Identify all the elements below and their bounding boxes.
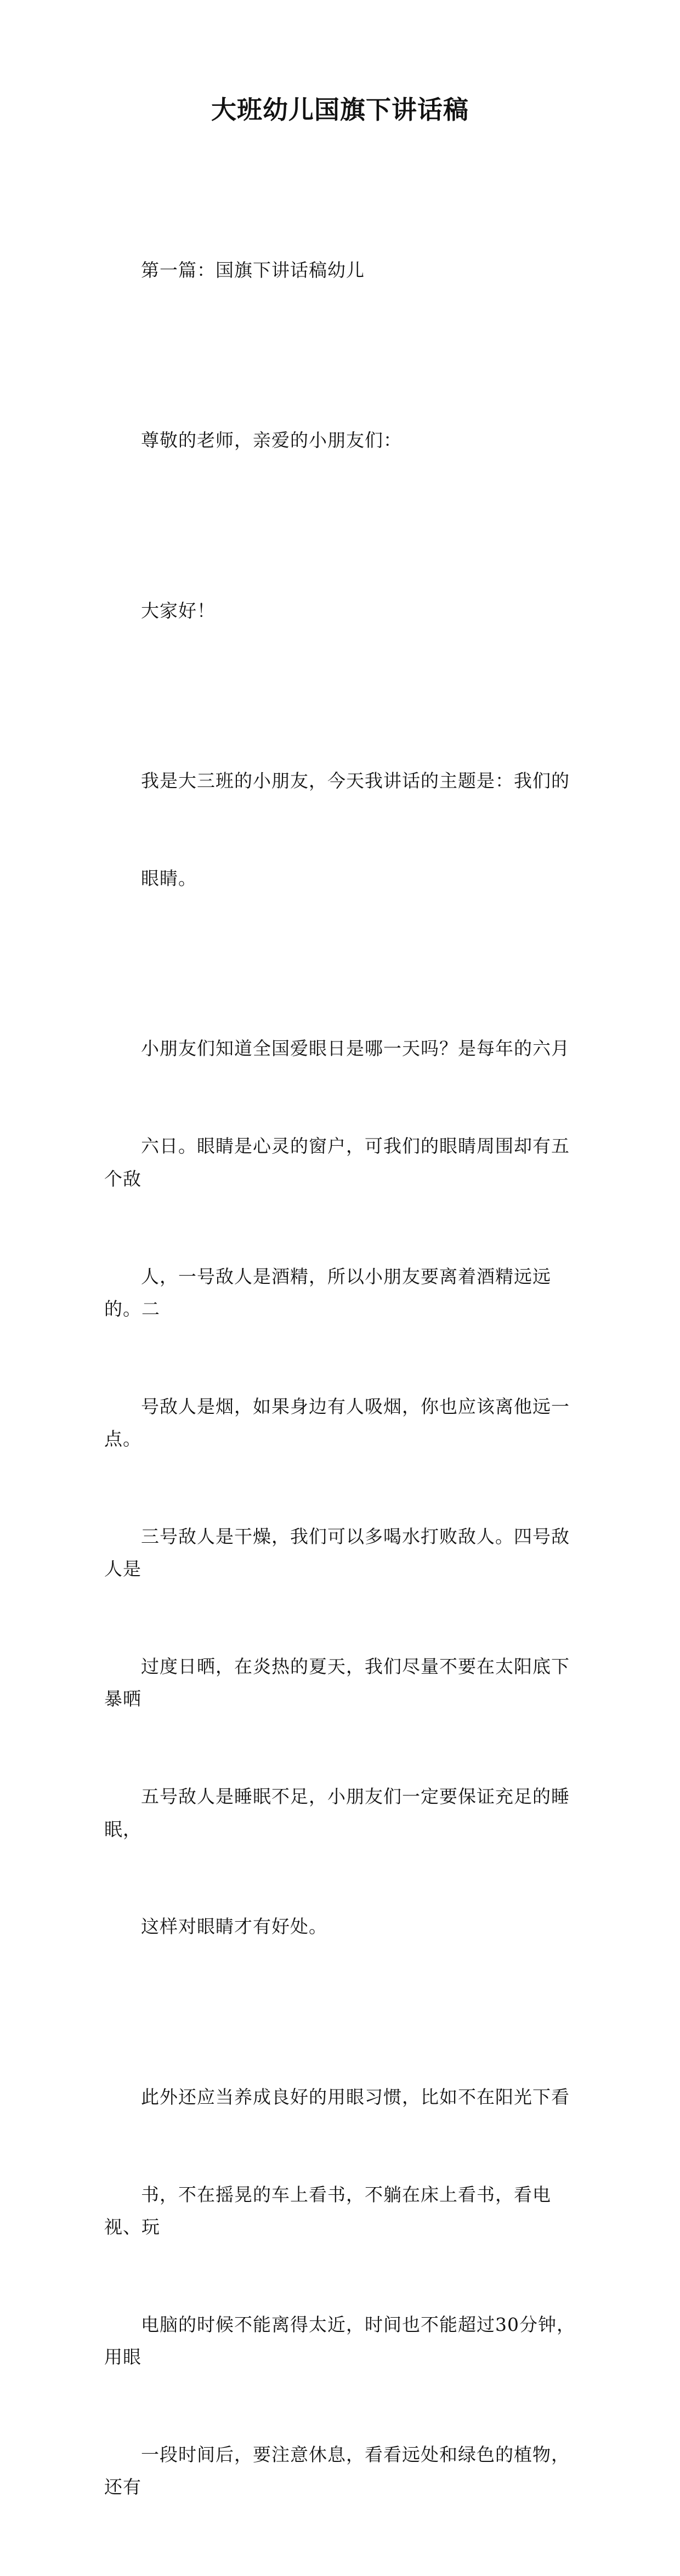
paragraph-line: 人，一号敌人是酒精，所以小朋友要离着酒精远远的。二: [104, 1265, 551, 1320]
paragraph-line: 三号敌人是干燥，我们可以多喝水打败敌人。四号敌人是: [104, 1525, 570, 1580]
paragraph-line: 一段时间后，要注意休息，看看远处和绿色的植物，还有: [104, 2444, 570, 2498]
document-body: [104, 189, 581, 2576]
paragraph-line: 大家好！: [141, 599, 216, 621]
greeting-paragraph: [104, 529, 581, 692]
paragraph-line: 小朋友们知道全国爱眼日是哪一天吗？是每年的六月: [141, 1038, 570, 1060]
topic-paragraph: [104, 699, 581, 959]
paragraph-line: 书，不在摇晃的车上看书，不躺在床上看书，看电视、玩: [104, 2183, 551, 2238]
paragraph-line: 此外还应当养成良好的用眼习惯，比如不在阳光下看: [141, 2086, 570, 2108]
paragraph-line: 五号敌人是睡眠不足，小朋友们一定要保证充足的睡眠，: [104, 1786, 570, 1840]
chapter-heading: [104, 189, 581, 351]
document-title: 大班幼儿国旗下讲话稿: [211, 95, 469, 124]
eye-habits-paragraph: [104, 2015, 581, 2568]
paragraph-line: 我是大三班的小朋友，今天我讲话的主题是：我们的: [141, 770, 570, 792]
paragraph-line: 眼睛。: [141, 867, 197, 889]
paragraph-line: 尊敬的老师，亲爱的小朋友们：: [141, 429, 402, 451]
salutation-paragraph: [104, 359, 581, 521]
paragraph-line: 电脑的时候不能离得太近，时间也不能超过30分钟，用眼: [104, 2314, 575, 2368]
paragraph-line: 号敌人是烟，如果身边有人吸烟，你也应该离他远一点。: [104, 1395, 570, 1450]
paragraph-line: 这样对眼睛才有好处。: [141, 1916, 327, 1938]
eye-enemies-paragraph: [104, 967, 581, 2008]
paragraph-line: 第一篇：国旗下讲话稿幼儿: [141, 259, 365, 281]
paragraph-line: 六日。眼睛是心灵的窗户，可我们的眼睛周围却有五个敌: [104, 1135, 570, 1190]
paragraph-line: 过度日晒，在炎热的夏天，我们尽量不要在太阳底下暴晒: [104, 1656, 570, 1710]
